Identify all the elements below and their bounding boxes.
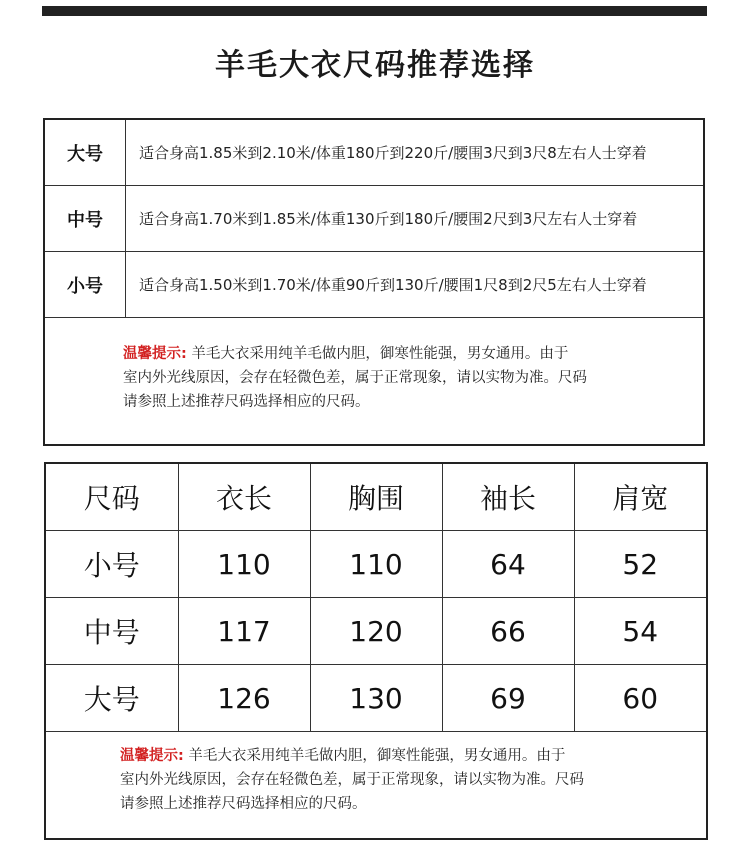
top-divider-bar xyxy=(42,6,707,16)
tip-text-line2: 室内外光线原因，会存在轻微色差，属于正常现象，请以实物为准。尺码 xyxy=(123,370,587,386)
size-description: 适合身高1.70米到1.85米/体重130斤到180斤/腰围2尺到3尺左右人士穿着 xyxy=(139,210,638,228)
tip-text-line2: 室内外光线原因，会存在轻微色差，属于正常现象，请以实物为准。尺码 xyxy=(120,772,584,788)
recommendation-box xyxy=(43,118,705,446)
table-cell: 54 xyxy=(574,598,706,665)
table-header-row xyxy=(46,464,706,531)
tip-text-line1: 羊毛大衣采用纯羊毛做内胆，御寒性能强，男女通用。由于 xyxy=(191,346,569,362)
size-description: 适合身高1.50米到1.70米/体重90斤到130斤/腰围1尺8到2尺5左右人士穿着 xyxy=(139,276,647,294)
table-cell: 126 xyxy=(178,665,310,732)
table-cell: 130 xyxy=(310,665,442,732)
size-label: 小号 xyxy=(45,252,126,317)
table-cell: 117 xyxy=(178,598,310,665)
table-cell: 大号 xyxy=(46,665,178,732)
size-label: 大号 xyxy=(45,120,126,185)
recommendation-row-medium xyxy=(45,186,703,252)
size-label: 中号 xyxy=(45,186,126,251)
table-cell: 60 xyxy=(574,665,706,732)
table-cell: 110 xyxy=(310,531,442,598)
table-row xyxy=(46,531,706,598)
size-description: 适合身高1.85米到2.10米/体重180斤到220斤/腰围3尺到3尺8左右人士穿着 xyxy=(139,144,647,162)
table-row xyxy=(46,665,706,732)
page-title: 羊毛大衣尺码推荐选择 xyxy=(215,48,535,83)
header-cell: 肩宽 xyxy=(574,464,706,531)
table-cell: 64 xyxy=(442,531,574,598)
tip-text-line3: 请参照上述推荐尺码选择相应的尺码。 xyxy=(120,796,367,812)
table-cell: 52 xyxy=(574,531,706,598)
tip-text-line3: 请参照上述推荐尺码选择相应的尺码。 xyxy=(123,394,370,410)
table-cell: 69 xyxy=(442,665,574,732)
table-cell: 中号 xyxy=(46,598,178,665)
recommendation-row-small xyxy=(45,252,703,318)
table-cell: 110 xyxy=(178,531,310,598)
table-row xyxy=(46,598,706,665)
header-cell: 衣长 xyxy=(178,464,310,531)
table-cell: 66 xyxy=(442,598,574,665)
size-chart-box xyxy=(44,462,708,840)
tip-note-top xyxy=(123,342,733,414)
tip-label: 温馨提示: xyxy=(123,346,187,362)
tip-label: 温馨提示: xyxy=(120,748,184,764)
tip-text-line1: 羊毛大衣采用纯羊毛做内胆，御寒性能强，男女通用。由于 xyxy=(188,748,566,764)
recommendation-row-large xyxy=(45,120,703,186)
header-cell: 袖长 xyxy=(442,464,574,531)
tip-note-bottom xyxy=(120,744,730,816)
size-chart-table xyxy=(46,464,706,732)
header-cell: 胸围 xyxy=(310,464,442,531)
table-cell: 小号 xyxy=(46,531,178,598)
table-cell: 120 xyxy=(310,598,442,665)
header-cell: 尺码 xyxy=(46,464,178,531)
